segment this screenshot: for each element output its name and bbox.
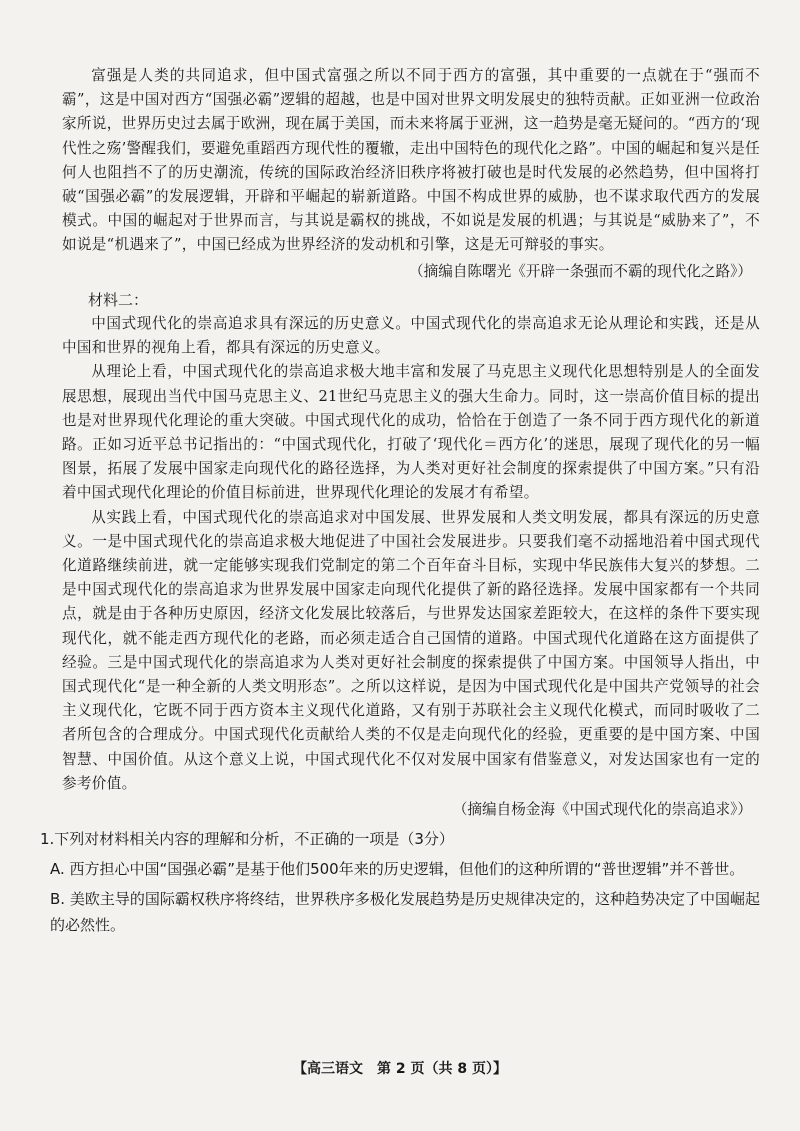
question-1-stem: 1.下列对材料相关内容的理解和分析，不正确的一项是（3分） (40, 830, 454, 849)
material1-paragraph: 富强是人类的共同追求，但中国式富强之所以不同于西方的富强，其中重要的一点就在于“强而不霸”，这是中国对西方“国强必霸”逻辑的超越，也是中国对世界文明发展史的独特贡献。正如亚洲一位政治家所说，世界历史过去属于欧洲，现在属于美国，而未来将属于亚洲，这一趋势是毫无疑问的。“西方的‘现代性之殇’警醒我们，要避免重蹈西方现代性的覆辙，走出中国特色的现代化之路”。中国的崛起和复兴是任何人也阻挡不了的历史潮流，传统的国际政治经济旧秩序将被打破也是时代发展的必然趋势，但中国将打破“国强必霸”的发展逻辑，开辟和平崛起的崭新道路。中国不构成世界的威胁，也不谋求取代西方的发展模式。中国的崛起对于世界而言，与其说是霸权的挑战，不如说是发展的机遇；与其说是“威胁来了”，不如说是“机遇来了”，中国已经成为世界经济的发动机和引擎，这是无可辩驳的事实。 (62, 67, 760, 254)
material2-paragraph-2: 从理论上看，中国式现代化的崇高追求极大地丰富和发展了马克思主义现代化思想特别是人的全面发展思想，展现出当代中国马克思主义、21世纪马克思主义的强大生命力。同时，这一崇高价值目标的提出也是对世界现代化理论的重大突破。中国式现代化的成功，恰恰在于创造了一条不同于西方现代化的新道路。正如习近平总书记指出的：“中国式现代化，打破了‘现代化＝西方化’的迷思，展现了现代化的另一幅图景，拓展了发展中国家走向现代化的路径选择，为人类对更好社会制度的探索提供了中国方案。”只有沿着中国式现代化理论的价值目标前进，世界现代化理论的发展才有希望。 (62, 363, 760, 502)
material2-source: （摘编自杨金海《中国式现代化的崇高追求》） (452, 801, 752, 819)
material1-source: （摘编自陈曙光《开辟一条强而不霸的现代化之路》） (409, 262, 752, 280)
material2-paragraph-3: 从实践上看，中国式现代化的崇高追求对中国发展、世界发展和人类文明发展，都具有深远的历史意义。一是中国式现代化的崇高追求极大地促进了中国社会发展进步。只要我们毫不动摇地沿着中国式现代化道路继续前进，就一定能够实现我们党制定的第二个百年奋斗目标，实现中华民族伟大复兴的梦想。二是中国式现代化的崇高追求为世界发展中国家走向现代化提供了新的路径选择。发展中国家都有一个共同点，就是由于各种历史原因，经济文化发展比较落后，与世界发达国家差距较大，在这样的条件下要实现现代化，就不能走西方现代化的老路，而必须走适合自己国情的道路。中国式现代化道路在这方面提供了经验。三是中国式现代化的崇高追求为人类对更好社会制度的探索提供了中国方案。中国领导人指出，中国式现代化“是一种全新的人类文明形态”。之所以这样说，是因为中国式现代化是中国共产党领导的社会主义现代化，它既不同于西方资本主义现代化道路，又有别于苏联社会主义现代化模式，而同时吸收了二者所包含的合理成分。中国式现代化贡献给人类的不仅是走向现代化的经验，更重要的是中国方案、中国智慧、中国价值。从这个意义上说，中国式现代化不仅对发展中国家有借鉴意义，对发达国家也有一定的参考价值。 (62, 508, 760, 792)
question-1-option-a: A. 西方担心中国“国强必霸”是基于他们500年来的历史逻辑，但他们的这种所谓的“普世逻辑”并不普世。 (50, 860, 745, 879)
material2-heading: 材料二： (88, 290, 149, 309)
question-1-option-b: B. 美欧主导的国际霸权秩序将终结，世界秩序多极化发展趋势是历史规律决定的，这种趋势决定了中国崛起的必然性。 (50, 890, 760, 935)
page-footer: 【高三语文 第 2 页（共 8 页）】 (293, 1061, 507, 1077)
material2-paragraph-1: 中国式现代化的崇高追求具有深远的历史意义。中国式现代化的崇高追求无论从理论和实践，还是从中国和世界的视角上看，都具有深远的历史意义。 (62, 315, 760, 357)
